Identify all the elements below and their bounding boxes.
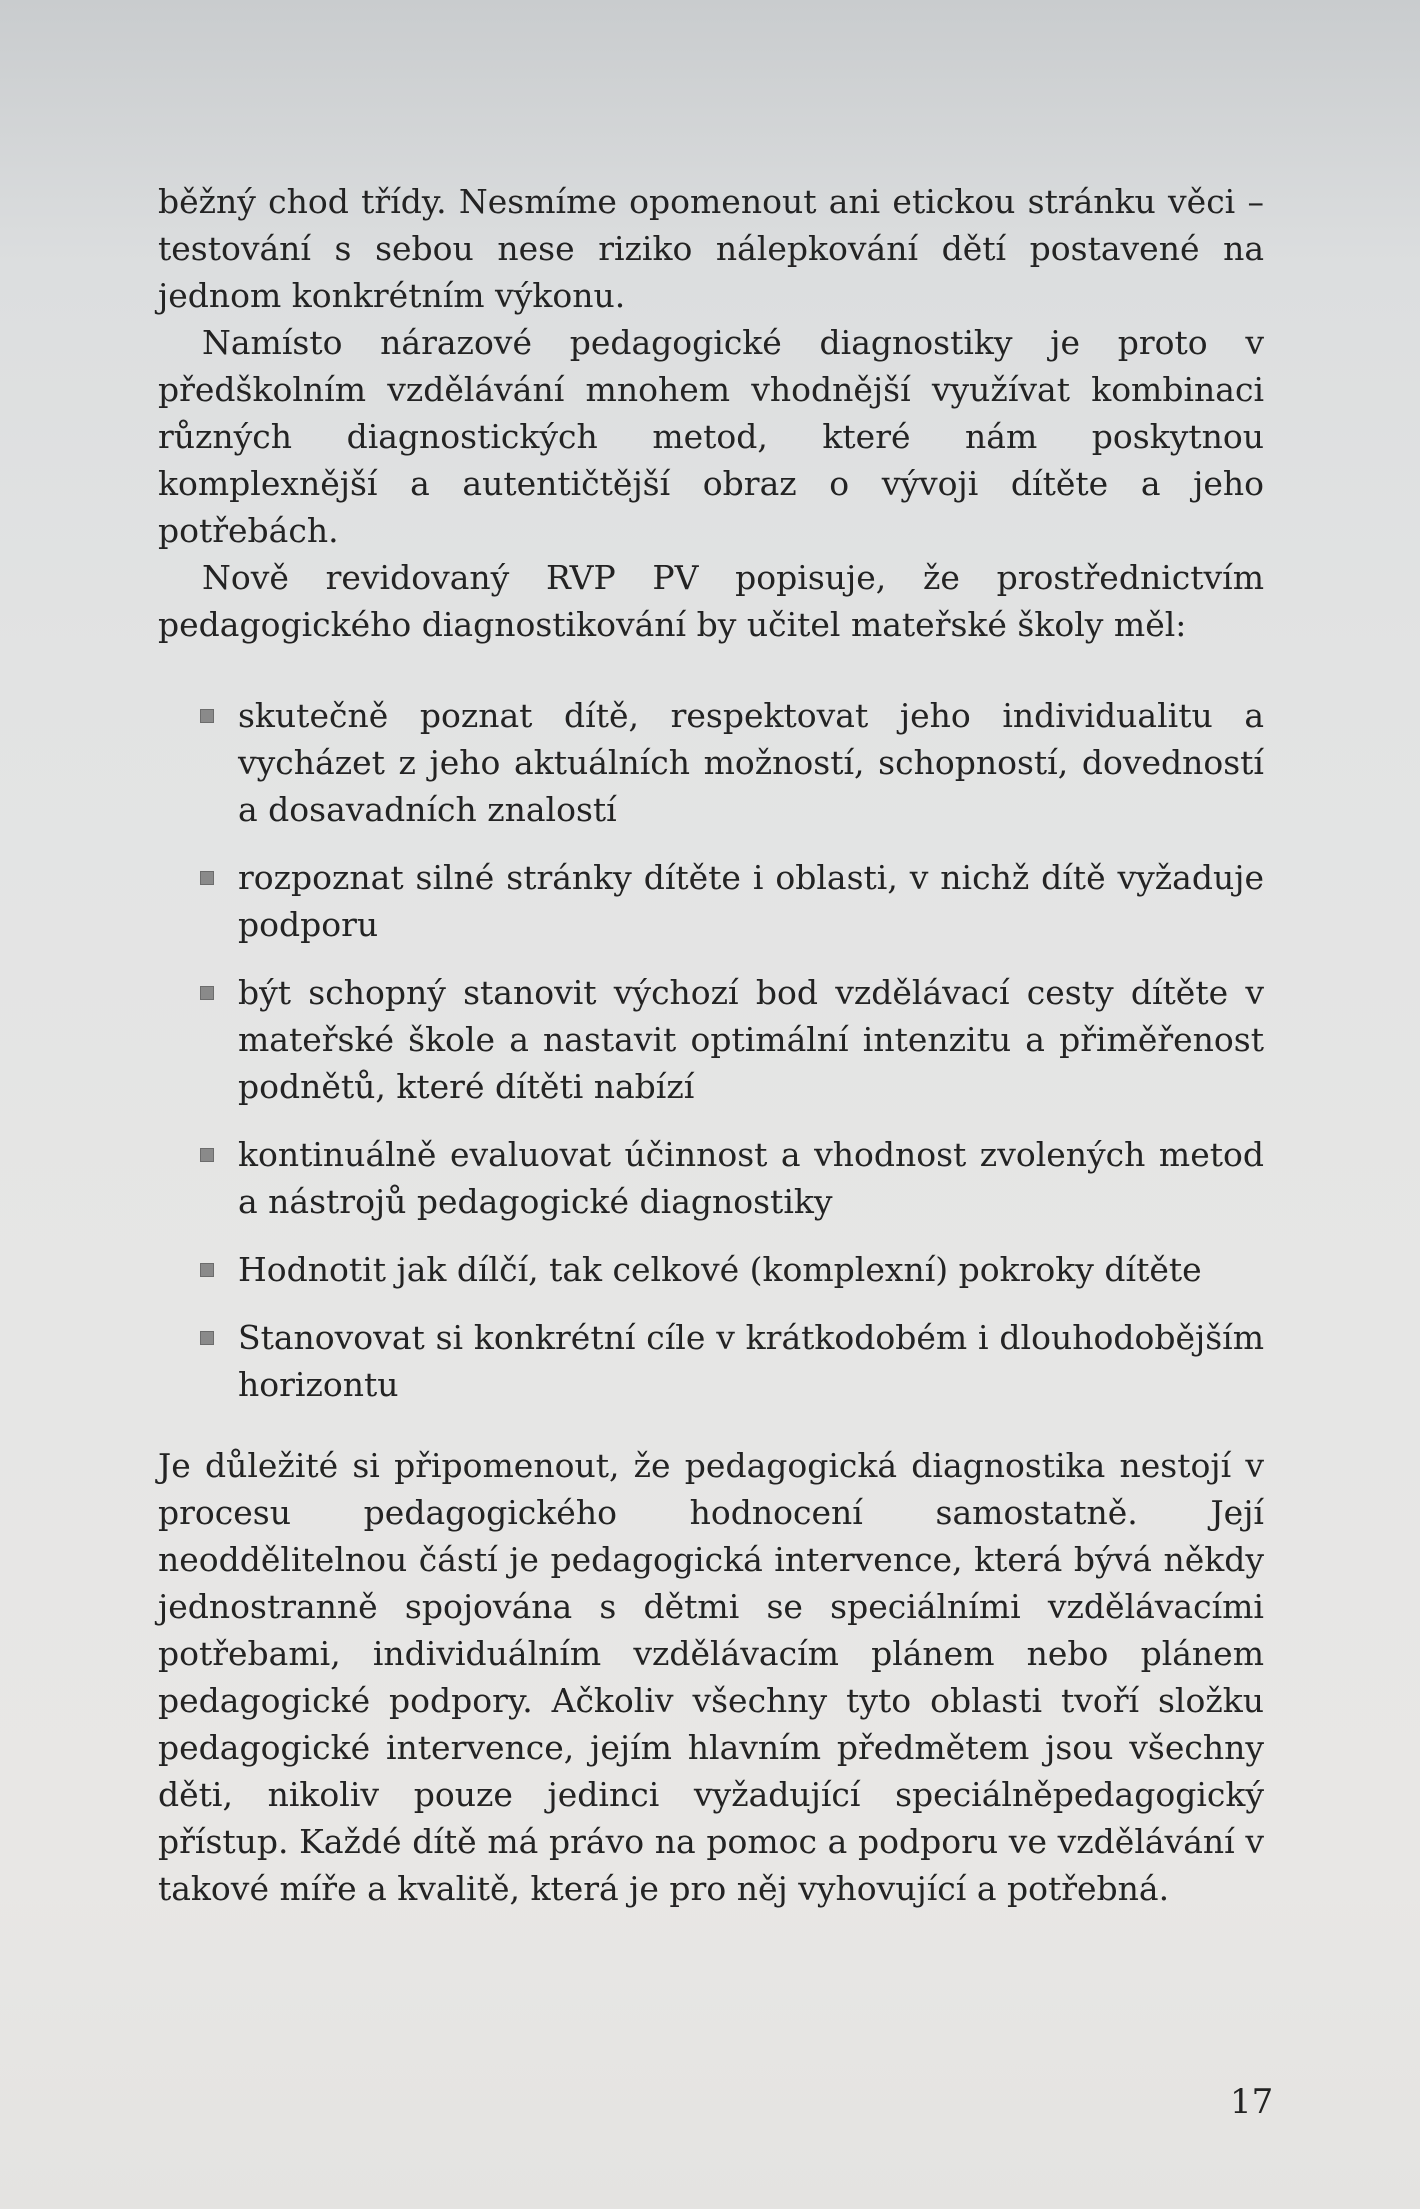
paragraph-continuation: běžný chod třídy. Nesmíme opomenout ani etickou stránku věci – testování s sebou nese riziko nálepkování dětí postavené na jednom konkrétním výkonu. — [158, 182, 1264, 315]
list-item-text: kontinuálně evaluovat účinnost a vhodnost zvolených metod a nástrojů pedagogické diagnostiky — [238, 1135, 1264, 1221]
square-bullet-icon — [200, 986, 214, 1000]
list-item — [158, 854, 1264, 948]
paragraph-rvp-intro: Nově revidovaný RVP PV popisuje, že prostřednictvím pedagogického diagnostikování by učitel mateřské školy měl: — [158, 558, 1264, 644]
bullet-list — [158, 692, 1264, 1408]
paragraph-diagnostic-methods: Namísto nárazové pedagogické diagnostiky je proto v předškolním vzdělávání mnohem vhodnější využívat kombinaci různých diagnostických metod, které nám poskytnou komplexnější a autentičtější obraz o vývoji dítěte a jeho potřebách. — [158, 323, 1264, 550]
page-body — [158, 178, 1264, 1912]
square-bullet-icon — [200, 871, 214, 885]
square-bullet-icon — [200, 1263, 214, 1277]
square-bullet-icon — [200, 1331, 214, 1345]
list-item-text: skutečně poznat dítě, respektovat jeho individualitu a vycházet z jeho aktuálních možností, schopností, dovedností a dosavadních znalostí — [238, 696, 1264, 829]
list-item — [158, 692, 1264, 833]
list-item-text: Stanovovat si konkrétní cíle v krátkodobém i dlouhodobějším horizontu — [238, 1318, 1264, 1404]
list-item-text: Hodnotit jak dílčí, tak celkové (komplexní) pokroky dítěte — [238, 1250, 1202, 1289]
list-item — [158, 1131, 1264, 1225]
page-number: 17 — [1230, 2082, 1274, 2122]
square-bullet-icon — [200, 709, 214, 723]
list-item — [158, 1314, 1264, 1408]
paragraph-intervention: Je důležité si připomenout, že pedagogická diagnostika nestojí v procesu pedagogického hodnocení samostatně. Její neoddělitelnou částí je pedagogická intervence, která bývá někdy jednostranně spojována s dětmi se speciálními vzdělávacími potřebami, individuálním vzdělávacím plánem nebo plánem pedagogické podpory. Ačkoliv všechny tyto oblasti tvoří složku pedagogické intervence, jejím hlavním předmětem jsou všechny děti, nikoliv pouze jedinci vyžadující speciálněpedagogický přístup. Každé dítě má právo na pomoc a podporu ve vzdělávání v takové míře a kvalitě, která je pro něj vyhovující a potřebná. — [158, 1446, 1264, 1908]
list-item-text: rozpoznat silné stránky dítěte i oblasti, v nichž dítě vyžaduje podporu — [238, 858, 1264, 944]
list-item — [158, 1246, 1264, 1293]
square-bullet-icon — [200, 1148, 214, 1162]
list-item — [158, 969, 1264, 1110]
list-item-text: být schopný stanovit výchozí bod vzdělávací cesty dítěte v mateřské škole a nastavit optimální intenzitu a přiměřenost podnětů, které dítěti nabízí — [238, 973, 1264, 1106]
